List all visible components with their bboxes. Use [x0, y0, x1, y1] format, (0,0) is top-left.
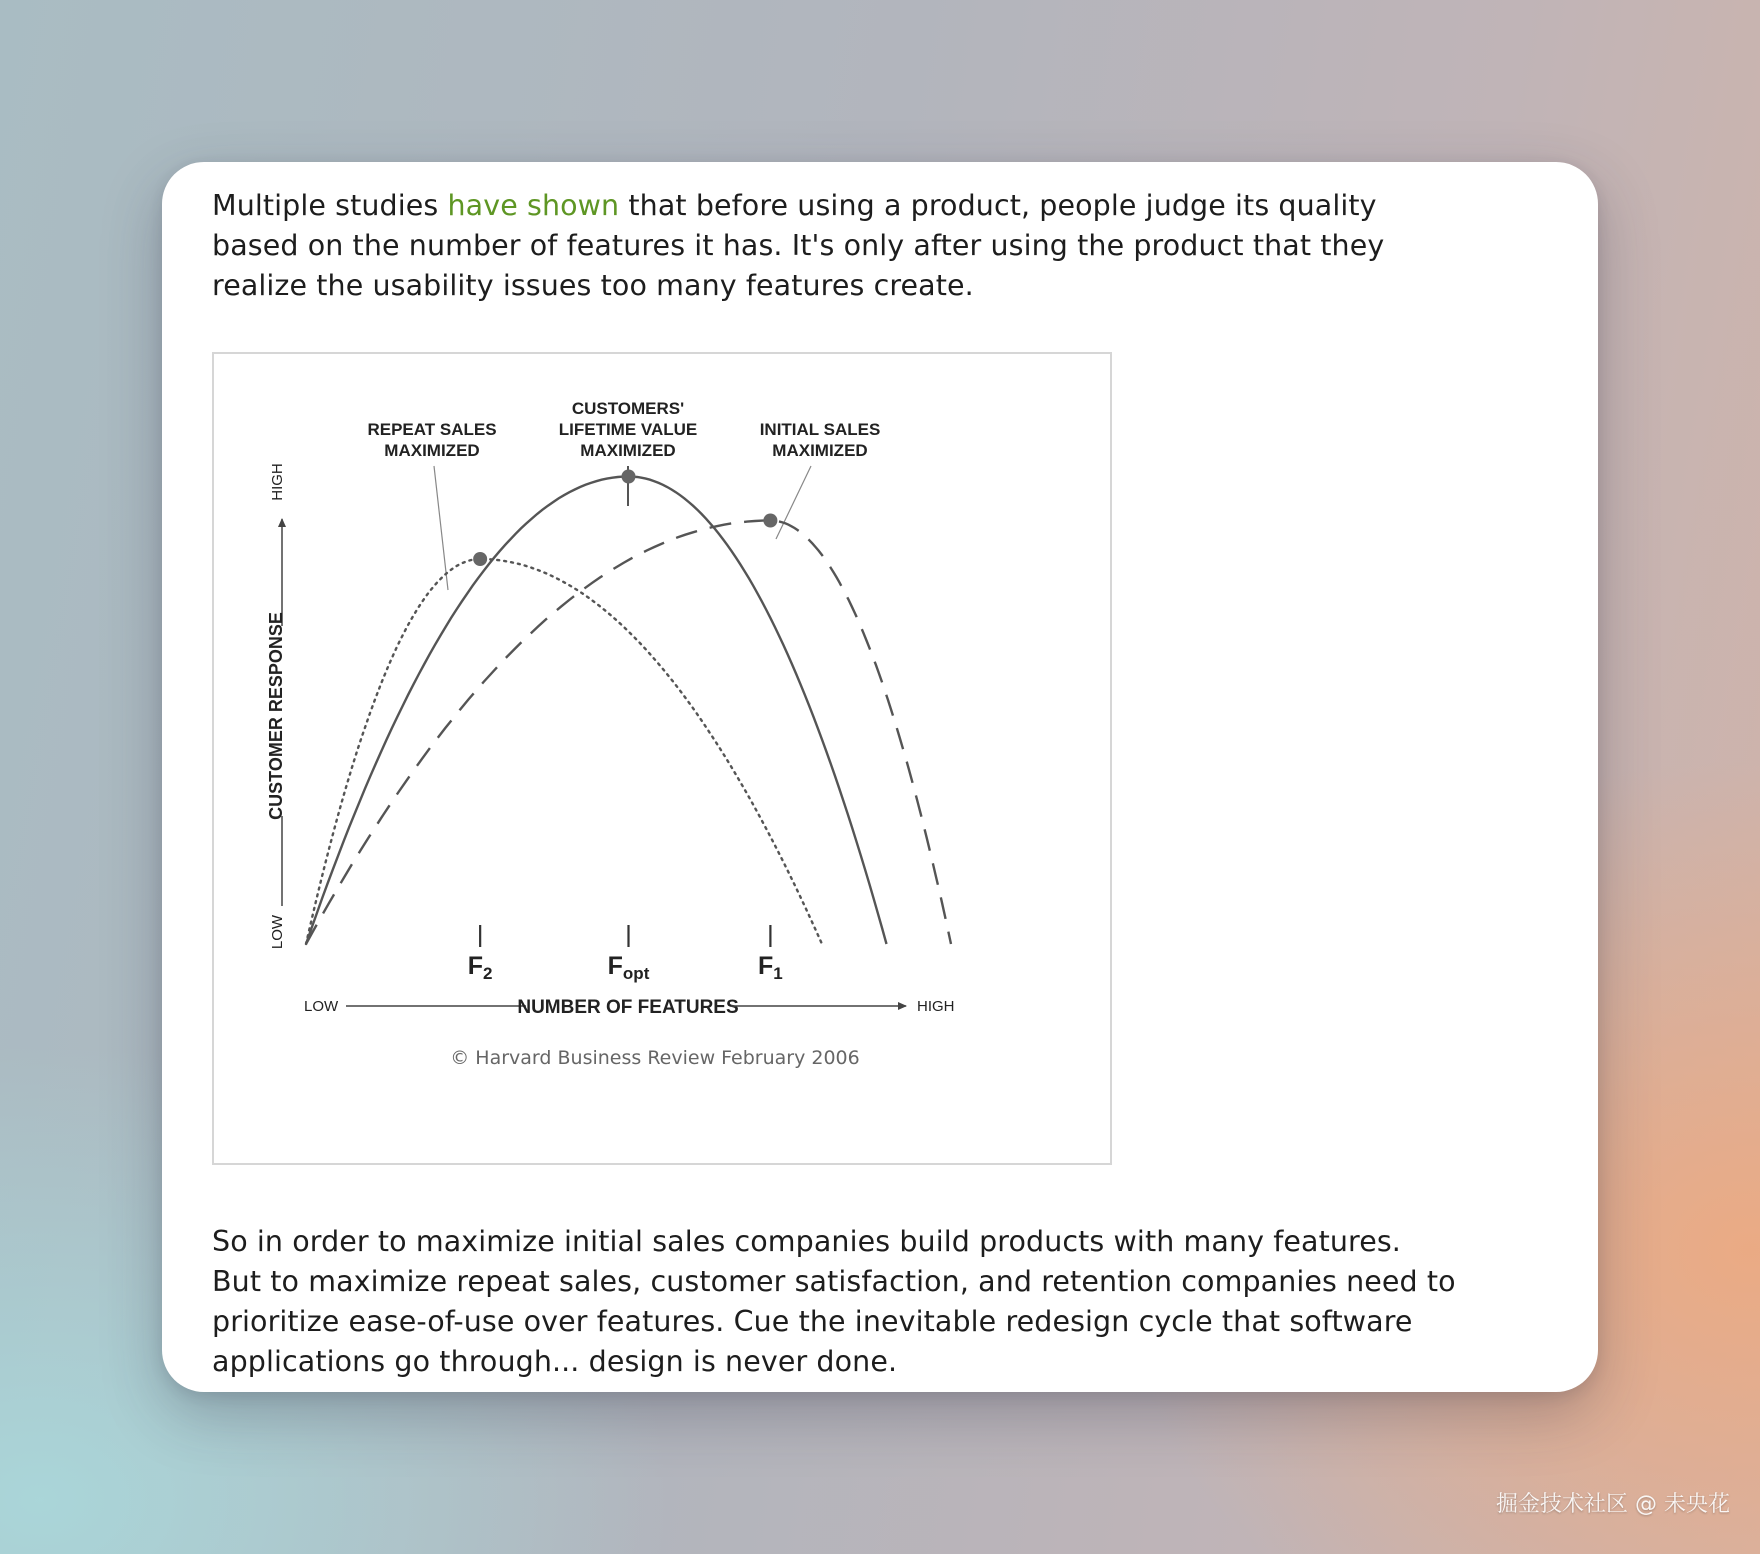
curve-initial-sales — [306, 521, 951, 945]
intro-line-1: Multiple studies have shown that before using a product, people judge its quality — [212, 189, 1377, 222]
outro-paragraph — [212, 1222, 1456, 1382]
chart-credit: © Harvard Business Review February 2006 — [450, 1047, 860, 1069]
y-axis-title: CUSTOMER RESPONSE — [266, 612, 286, 820]
watermark: 掘金技术社区 @ 未央花 — [1496, 1492, 1730, 1517]
features-chart-figure — [212, 352, 1112, 1165]
annotation-repeat-line1: REPEAT SALES — [367, 420, 497, 439]
tick-label-fopt: $F_{opt}$ — [607, 952, 650, 983]
annotation-lifetime-line1: LIFETIME VALUE — [558, 420, 698, 439]
intro-line-3: realize the usability issues too many features create. — [212, 269, 974, 302]
peak-marker-lifetime-value — [622, 470, 636, 484]
x-axis-title: NUMBER OF FEATURES — [517, 997, 739, 1018]
curve-lifetime-value — [306, 477, 887, 945]
peak-marker-initial-sales — [763, 514, 777, 528]
annotation-lifetime-line2: MAXIMIZED — [580, 441, 676, 460]
intro-paragraph — [212, 186, 1384, 306]
tick-label-f1: $F_1$ — [758, 952, 783, 983]
y-high-label: HIGH — [269, 463, 286, 501]
have-shown-link[interactable]: have shown — [447, 189, 620, 222]
annotation-initial-line1: INITIAL SALES — [759, 420, 881, 439]
features-chart — [214, 354, 1112, 1165]
outro-line-1: So in order to maximize initial sales companies build products with many features. — [212, 1225, 1401, 1258]
article-card — [162, 162, 1598, 1392]
annotation-repeat-line2: MAXIMIZED — [384, 441, 480, 460]
y-low-label: LOW — [269, 914, 286, 950]
outro-line-2: But to maximize repeat sales, customer satisfaction, and retention companies need to — [212, 1265, 1456, 1298]
outro-line-4: applications go through... design is never done. — [212, 1345, 898, 1378]
peak-marker-repeat-sales — [473, 552, 487, 566]
tick-label-f2: $F_2$ — [467, 952, 493, 983]
x-low-label: LOW — [304, 998, 339, 1015]
curve-repeat-sales — [306, 559, 822, 944]
annotation-initial-line2: MAXIMIZED — [772, 441, 868, 460]
outro-line-3: prioritize ease-of-use over features. Cue the inevitable redesign cycle that software — [212, 1305, 1413, 1338]
x-high-label: HIGH — [917, 998, 955, 1015]
intro-line-2: based on the number of features it has. It's only after using the product that they — [212, 229, 1385, 262]
annotation-lifetime-line0: CUSTOMERS' — [571, 399, 685, 418]
leader-line-repeat — [434, 466, 448, 590]
